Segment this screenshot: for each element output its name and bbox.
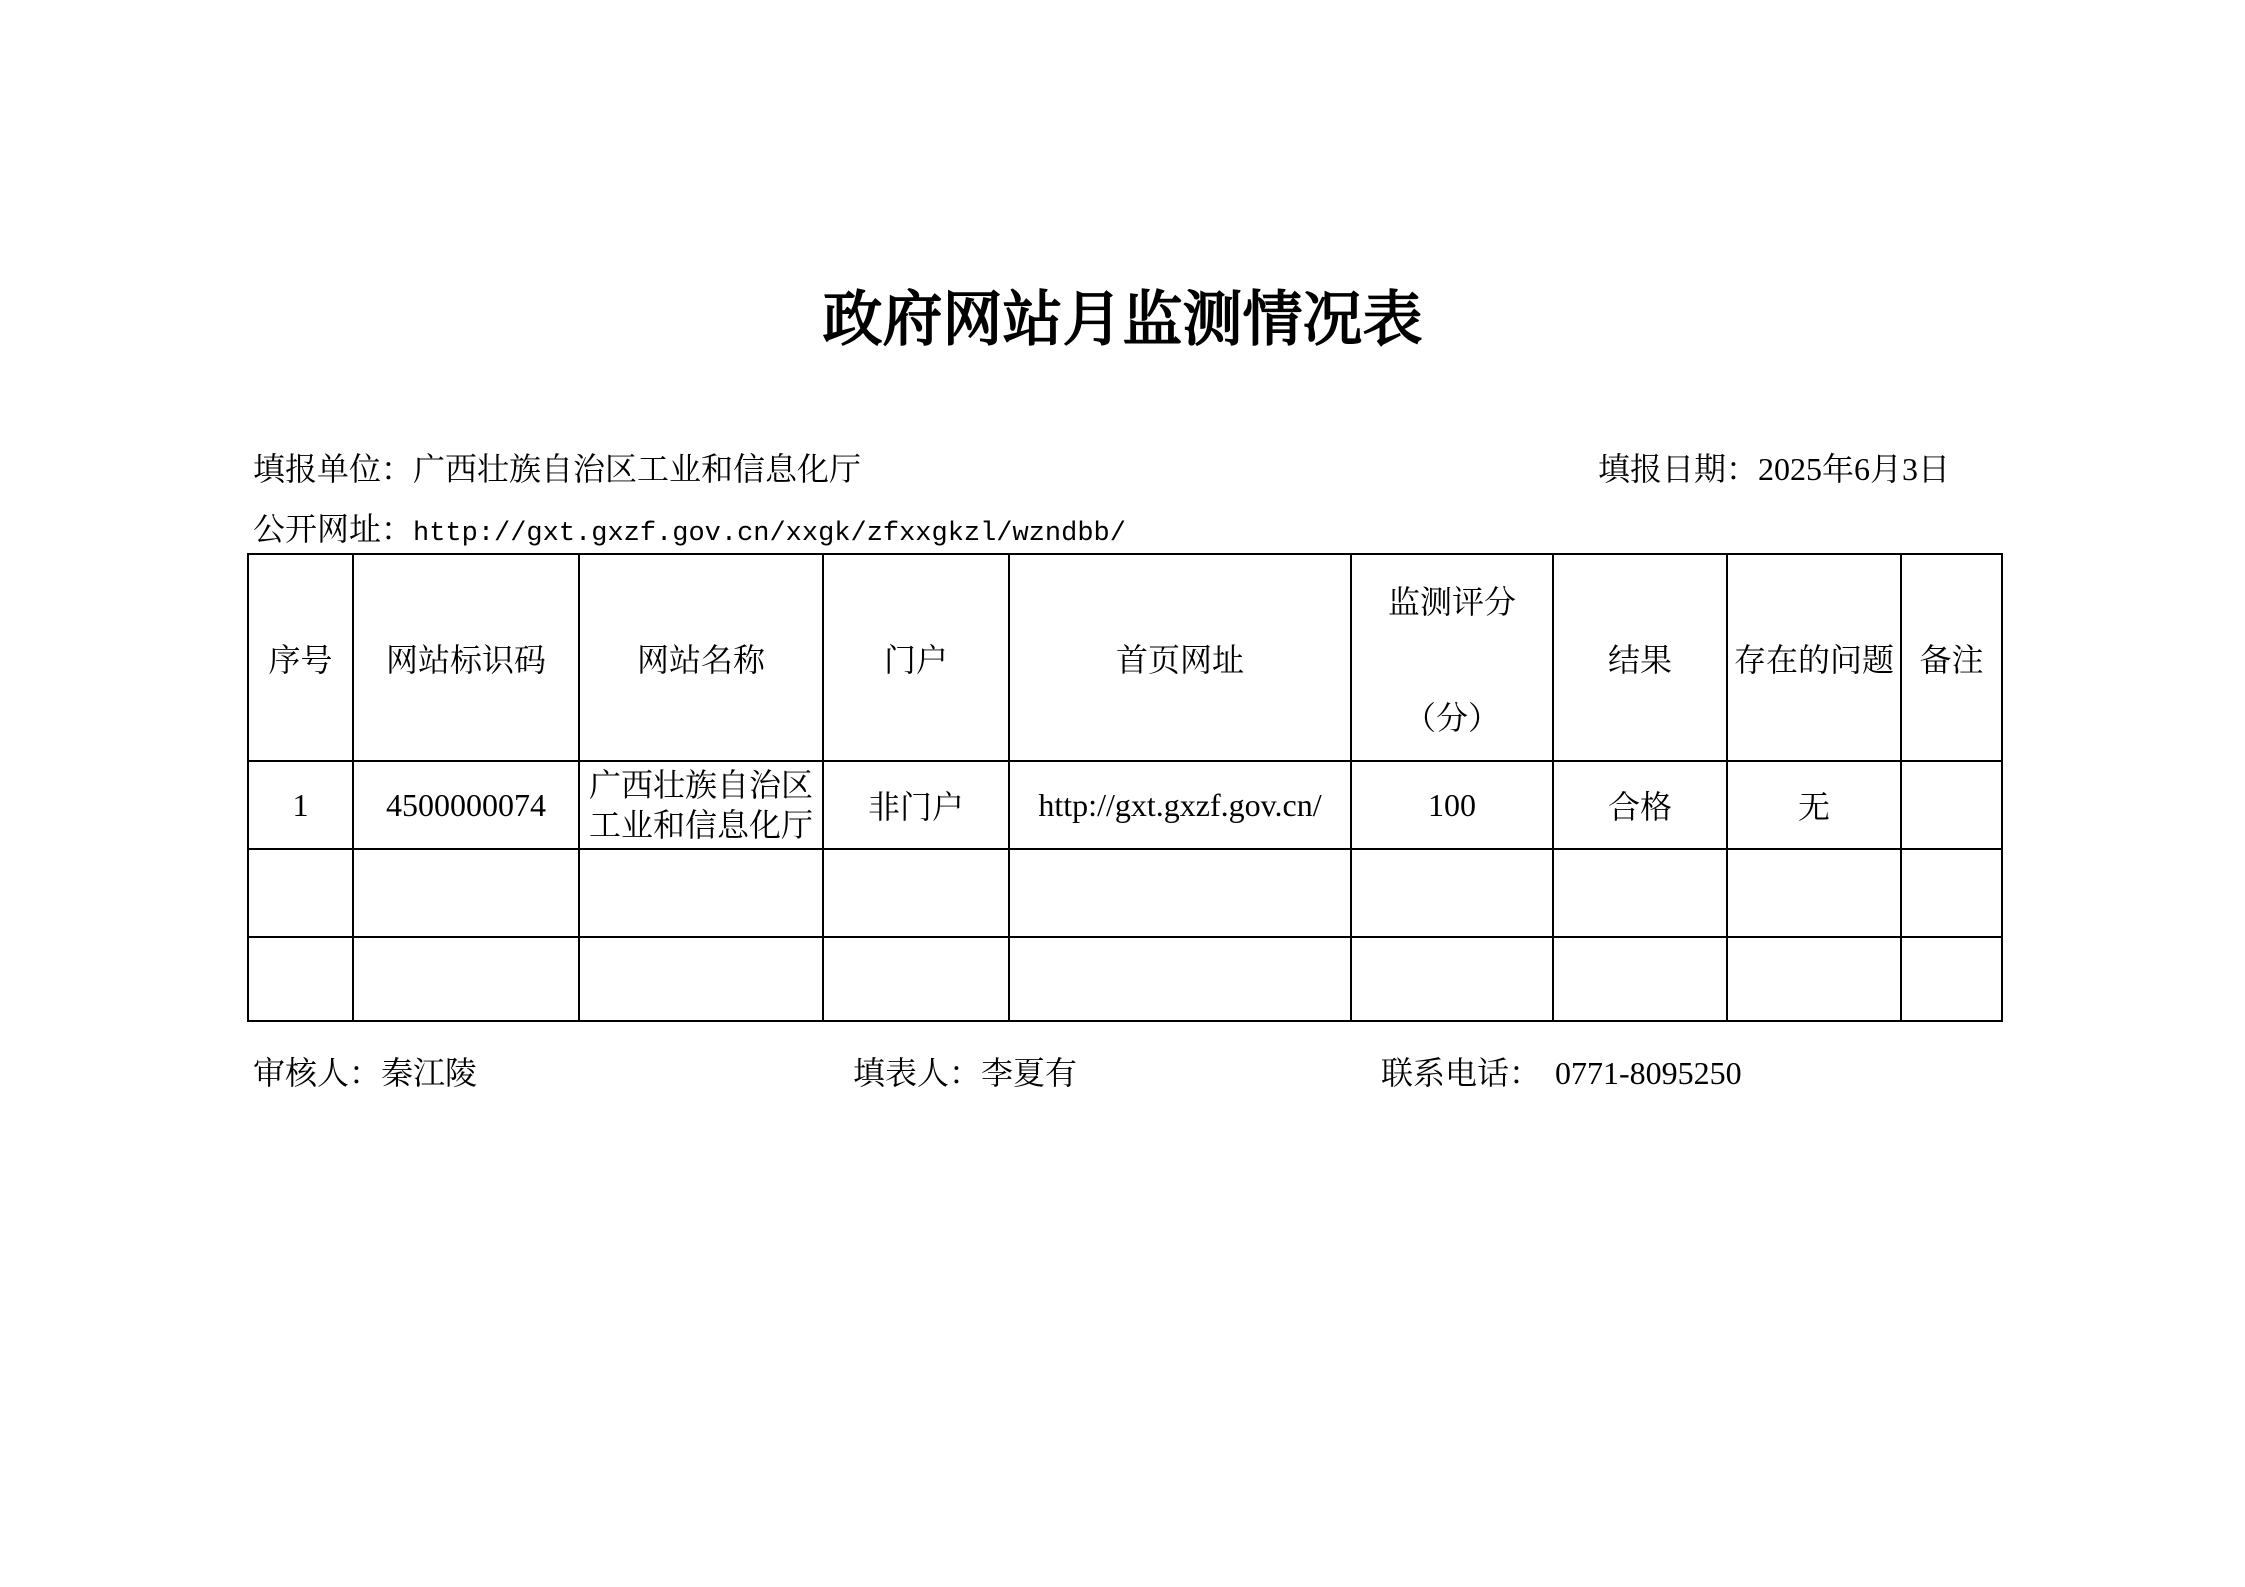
reviewer — [253, 1052, 477, 1094]
header-problems: 存在的问题 — [1727, 554, 1901, 761]
reporting-date-value: 2025年6月3日 — [1758, 451, 1951, 487]
header-index: 序号 — [248, 554, 353, 761]
reporting-unit-value: 广西壮族自治区工业和信息化厅 — [413, 451, 862, 487]
header-score-line1: 监测评分 — [1387, 583, 1516, 620]
cell-homepage — [1009, 937, 1351, 1021]
cell-site-name — [579, 937, 823, 1021]
cell-remarks — [1901, 849, 2002, 937]
reviewer-value: 秦江陵 — [381, 1055, 478, 1091]
cell-site-name: 广西壮族自治区工业和信息化厅 — [579, 761, 823, 849]
reporting-date-line — [1598, 448, 1950, 490]
preparer-label: 填表人： — [853, 1055, 982, 1091]
cell-remarks — [1901, 937, 2002, 1021]
cell-portal — [823, 849, 1009, 937]
table-row — [248, 761, 2002, 849]
header-portal: 门户 — [823, 554, 1009, 761]
header-result: 结果 — [1553, 554, 1727, 761]
cell-score: 100 — [1351, 761, 1553, 849]
reporting-date-label: 填报日期： — [1598, 451, 1759, 487]
cell-site-code — [353, 937, 579, 1021]
header-homepage: 首页网址 — [1009, 554, 1351, 761]
cell-remarks — [1901, 761, 2002, 849]
header-score-line2: （分） — [1403, 699, 1500, 736]
cell-score — [1351, 937, 1553, 1021]
table-header-row — [248, 554, 2002, 761]
table-row — [248, 937, 2002, 1021]
contact-phone — [1381, 1052, 1742, 1094]
cell-portal — [823, 937, 1009, 1021]
cell-index — [248, 937, 353, 1021]
cell-site-code — [353, 849, 579, 937]
cell-result — [1553, 937, 1727, 1021]
preparer-value: 李夏有 — [981, 1055, 1078, 1091]
contact-phone-label: 联系电话： — [1381, 1055, 1542, 1091]
cell-homepage: http://gxt.gxzf.gov.cn/ — [1009, 761, 1351, 849]
cell-score — [1351, 849, 1553, 937]
reviewer-label: 审核人： — [253, 1055, 382, 1091]
page-title: 政府网站月监测情况表 — [822, 287, 1423, 353]
cell-problems: 无 — [1727, 761, 1901, 849]
table-row — [248, 849, 2002, 937]
reporting-unit-line — [253, 448, 861, 490]
monitoring-table — [247, 553, 2003, 1022]
header-score — [1351, 554, 1553, 761]
public-url-line — [253, 508, 1126, 555]
cell-result — [1553, 849, 1727, 937]
header-site-code: 网站标识码 — [353, 554, 579, 761]
cell-result: 合格 — [1553, 761, 1727, 849]
cell-portal: 非门户 — [823, 761, 1009, 849]
cell-index — [248, 849, 353, 937]
cell-homepage — [1009, 849, 1351, 937]
contact-phone-value: 0771-8095250 — [1555, 1055, 1742, 1091]
cell-site-name — [579, 849, 823, 937]
cell-problems — [1727, 937, 1901, 1021]
cell-problems — [1727, 849, 1901, 937]
cell-index: 1 — [248, 761, 353, 849]
header-remarks: 备注 — [1901, 554, 2002, 761]
header-score-lines — [1352, 577, 1552, 739]
reporting-unit-label: 填报单位： — [253, 451, 414, 487]
public-url-label: 公开网址： — [253, 511, 414, 547]
header-site-name: 网站名称 — [579, 554, 823, 761]
cell-site-code: 4500000074 — [353, 761, 579, 849]
preparer — [853, 1052, 1077, 1094]
public-url-value: http://gxt.gxzf.gov.cn/xxgk/zfxxgkzl/wzndbb/ — [413, 519, 1126, 549]
